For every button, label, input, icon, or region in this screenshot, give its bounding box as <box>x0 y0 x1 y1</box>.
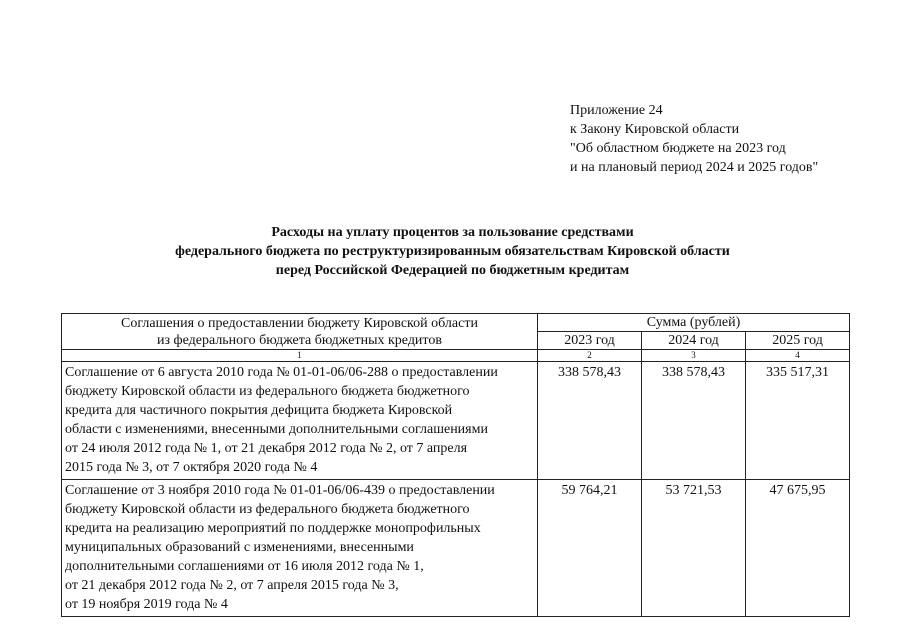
amount-2023: 338 578,43 <box>538 362 642 480</box>
header-agreements <box>62 314 538 350</box>
expenses-table <box>61 313 850 617</box>
appendix-line: "Об областном бюджете на 2023 год <box>570 141 786 156</box>
agreement-line: от 21 декабря 2012 года № 2, от 7 апреля 2015 года № 3, <box>65 578 399 593</box>
agreement-line: кредита на реализацию мероприятий по поддержке монопрофильных <box>65 521 481 536</box>
column-number: 4 <box>746 350 850 362</box>
amount-2024: 53 721,53 <box>642 480 746 617</box>
appendix-line: и на плановый период 2024 и 2025 годов" <box>570 160 819 175</box>
header-agreements-line: из федерального бюджета бюджетных кредитов <box>157 332 442 348</box>
header-agreements-line: Соглашения о предоставлении бюджету Кировской области <box>121 315 478 331</box>
column-number: 1 <box>62 350 538 362</box>
amount-2024: 338 578,43 <box>642 362 746 480</box>
agreement-line: бюджету Кировской области из федерального бюджета бюджетного <box>65 384 470 399</box>
column-number-row <box>62 350 850 362</box>
title-line: перед Российской Федерацией по бюджетным кредитам <box>275 263 630 278</box>
amount-2025: 47 675,95 <box>746 480 850 617</box>
agreement-line: муниципальных образований с изменениями, внесенными <box>65 540 414 555</box>
appendix-line: Приложение 24 <box>570 103 663 118</box>
appendix-heading <box>570 101 818 177</box>
title-line: Расходы на уплату процентов за пользование средствами <box>271 225 634 240</box>
table-header-row <box>62 314 850 332</box>
title-line: федерального бюджета по реструктуризированным обязательствам Кировской области <box>175 244 730 259</box>
agreement-description <box>62 480 538 617</box>
agreement-line: от 24 июля 2012 года № 1, от 21 декабря 2012 года № 2, от 7 апреля <box>65 441 468 456</box>
header-year-2024: 2024 год <box>642 332 746 350</box>
agreement-line: от 19 ноября 2019 года № 4 <box>65 597 228 612</box>
table-row <box>62 362 850 480</box>
amount-2025: 335 517,31 <box>746 362 850 480</box>
document-title <box>0 223 905 280</box>
agreement-description <box>62 362 538 480</box>
agreement-line: Соглашение от 6 августа 2010 года № 01-01-06/06-288 о предоставлении <box>65 365 498 380</box>
appendix-line: к Закону Кировской области <box>570 122 740 137</box>
agreement-line: 2015 года № 3, от 7 октября 2020 года № 4 <box>65 460 318 475</box>
header-sum: Сумма (рублей) <box>538 314 850 332</box>
column-number: 2 <box>538 350 642 362</box>
agreement-line: бюджету Кировской области из федерального бюджета бюджетного <box>65 502 470 517</box>
header-year-2025: 2025 год <box>746 332 850 350</box>
agreement-line: кредита для частичного покрытия дефицита бюджета Кировской <box>65 403 453 418</box>
header-year-2023: 2023 год <box>538 332 642 350</box>
agreement-line: дополнительными соглашениями от 16 июля 2012 года № 1, <box>65 559 424 574</box>
amount-2023: 59 764,21 <box>538 480 642 617</box>
agreement-line: Соглашение от 3 ноября 2010 года № 01-01-06/06-439 о предоставлении <box>65 483 495 498</box>
column-number: 3 <box>642 350 746 362</box>
table-row <box>62 480 850 617</box>
agreement-line: области с изменениями, внесенными дополнительными соглашениями <box>65 422 488 437</box>
